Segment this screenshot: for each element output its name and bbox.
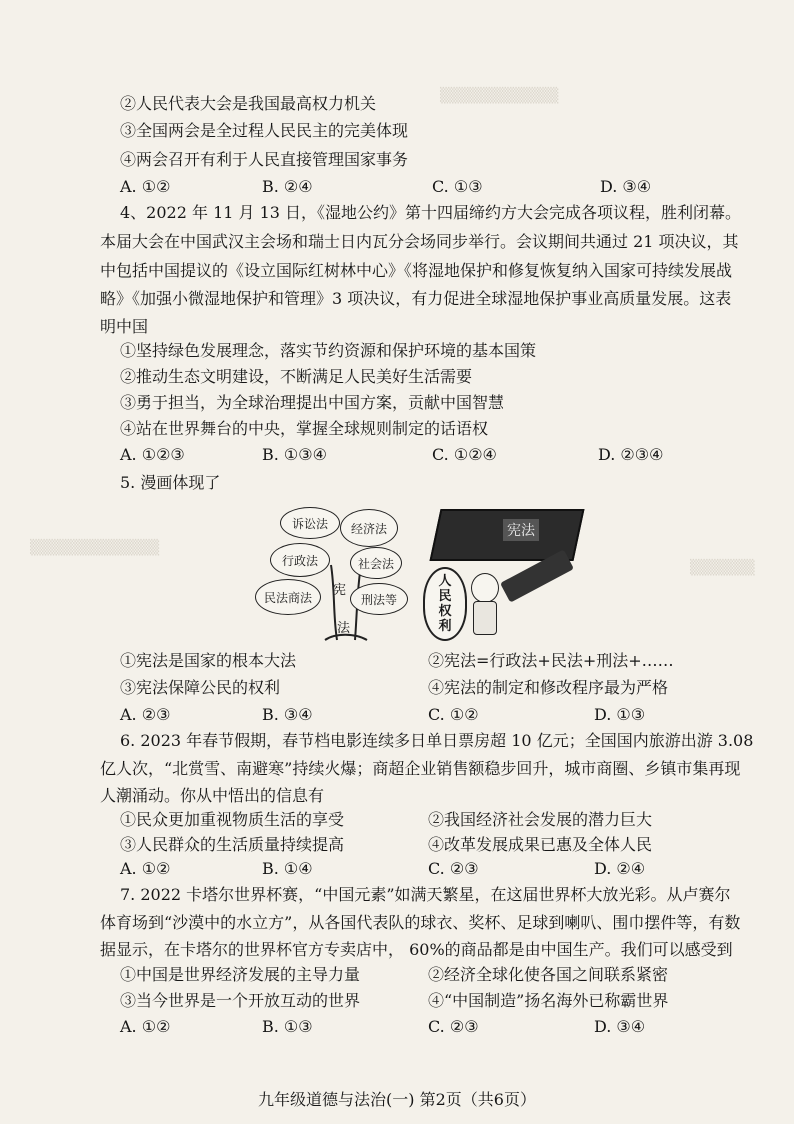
trunk-label: 法 — [337, 621, 351, 636]
q4-item-1: ①坚持绿色发展理念，落实节约资源和保护环境的基本国策 — [120, 341, 537, 360]
person-head — [471, 573, 499, 603]
bubble-litigation-law: 诉讼法 — [280, 507, 340, 539]
bleed-through: ▒▒▒▒▒▒▒▒▒▒▒ — [440, 88, 559, 104]
q7-stem-line: 7. 2022 卡塔尔世界杯赛，“中国元素”如满天繁星，在这届世界杯大放光彩。从卢赛尔 — [120, 885, 731, 904]
q5-item-1: ①宪法是国家的根本大法 — [120, 651, 297, 670]
q6-item-2: ②我国经济社会发展的潜力巨大 — [428, 810, 653, 829]
constitution-cartoon — [255, 505, 675, 645]
bubble-administrative-law: 行政法 — [270, 543, 330, 577]
q6-item-3: ③人民群众的生活质量持续提高 — [120, 835, 345, 854]
q3-option-c: C. ①③ — [432, 177, 483, 196]
q7-item-3: ③当今世界是一个开放互动的世界 — [120, 991, 361, 1010]
q6-option-c: C. ②③ — [428, 859, 479, 878]
q6-stem-line: 亿人次，“北赏雪、南避寒”持续火爆；商超企业销售额稳步回升，城市商圈、乡镇市集再现 — [100, 759, 741, 778]
badge-char: 人 — [438, 574, 452, 589]
q3-option-a: A. ①② — [120, 177, 171, 196]
q5-option-b: B. ③④ — [262, 705, 313, 724]
q6-item-1: ①民众更加重视物质生活的享受 — [120, 810, 345, 829]
q3-item-2: ②人民代表大会是我国最高权力机关 — [120, 94, 377, 113]
q4-stem-line: 明中国 — [100, 317, 149, 336]
book-label: 宪法 — [503, 519, 539, 541]
q4-stem-line: 本届大会在中国武汉主会场和瑞士日内瓦分会场同步举行。会议期间共通过 21 项决议，其 — [100, 232, 739, 251]
bleed-through: ▒▒▒▒▒▒ — [690, 560, 755, 576]
rights-badge — [423, 567, 467, 641]
q7-option-a: A. ①② — [120, 1017, 171, 1036]
q4-stem-line: 中包括中国提议的《设立国际红树林中心》《将湿地保护和修复恢复纳入国家可持续发展战 — [100, 261, 733, 280]
person-icon — [467, 573, 501, 637]
badge-char: 民 — [438, 589, 452, 604]
q4-stem-line: 略》《加强小微湿地保护和管理》3 项决议，有力促进全球湿地保护事业高质量发展。这表 — [100, 289, 732, 308]
q6-option-b: B. ①④ — [262, 859, 313, 878]
q5-stem: 5. 漫画体现了 — [120, 473, 221, 492]
q6-stem-line: 6. 2023 年春节假期，春节档电影连续多日单日票房超 10 亿元；全国国内旅游出游 3.08 — [120, 731, 754, 750]
q6-option-a: A. ①② — [120, 859, 171, 878]
bubble-social-law: 社会法 — [350, 547, 402, 579]
q6-option-d: D. ②④ — [594, 859, 646, 878]
bleed-through: ▒▒▒▒▒▒▒▒▒▒▒▒ — [30, 540, 160, 556]
q4-option-a: A. ①②③ — [120, 445, 185, 464]
q7-item-4: ④“中国制造”扬名海外已称霸世界 — [428, 991, 669, 1010]
q3-item-3: ③全国两会是全过程人民民主的完美体现 — [120, 121, 409, 140]
q7-stem-line: 体育场到“沙漠中的水立方”，从各国代表队的球衣、奖杯、足球到喇叭、围巾摆件等，有数 — [100, 913, 741, 932]
badge-char: 权 — [438, 604, 452, 619]
q7-option-d: D. ③④ — [594, 1017, 646, 1036]
q7-item-2: ②经济全球化使各国之间联系紧密 — [428, 965, 669, 984]
q7-option-b: B. ①③ — [262, 1017, 313, 1036]
page-footer: 九年级道德与法治(一) 第2页（共6页） — [258, 1090, 536, 1109]
q4-option-c: C. ①②④ — [432, 445, 497, 464]
badge-char: 利 — [438, 619, 452, 634]
q3-option-d: D. ③④ — [600, 177, 652, 196]
q3-option-b: B. ②④ — [262, 177, 313, 196]
bubble-criminal-law: 刑法等 — [350, 583, 408, 615]
q5-option-a: A. ②③ — [120, 705, 171, 724]
q4-stem-line: 4、2022 年 11 月 13 日，《湿地公约》第十四届缔约方大会完成各项议程，胜利闭幕。 — [120, 203, 742, 222]
q4-option-b: B. ①③④ — [262, 445, 327, 464]
q5-item-4: ④宪法的制定和修改程序最为严格 — [428, 678, 669, 697]
q4-item-2: ②推动生态文明建设，不断满足人民美好生活需要 — [120, 367, 473, 386]
q4-item-3: ③勇于担当，为全球治理提出中国方案，贡献中国智慧 — [120, 393, 505, 412]
q5-option-d: D. ①③ — [594, 705, 646, 724]
q6-item-4: ④改革发展成果已惠及全体人民 — [428, 835, 653, 854]
q5-item-2: ②宪法=行政法+民法+刑法+…… — [428, 651, 674, 670]
q5-item-3: ③宪法保障公民的权利 — [120, 678, 281, 697]
bubble-civil-commercial-law: 民法商法 — [255, 579, 321, 615]
q5-option-c: C. ①② — [428, 705, 479, 724]
q3-item-4: ④两会召开有利于人民直接管理国家事务 — [120, 150, 409, 169]
q4-item-4: ④站在世界舞台的中央，掌握全球规则制定的话语权 — [120, 419, 489, 438]
q4-option-d: D. ②③④ — [598, 445, 664, 464]
q7-item-1: ①中国是世界经济发展的主导力量 — [120, 965, 361, 984]
q7-stem-line: 据显示，在卡塔尔的世界杯官方专卖店中， 60%的商品都是由中国生产。我们可以感受到 — [100, 940, 733, 959]
q6-stem-line: 人潮涌动。你从中悟出的信息有 — [100, 786, 325, 805]
bubble-economic-law: 经济法 — [340, 509, 398, 547]
person-body — [473, 601, 497, 635]
trunk-label: 宪 — [333, 583, 347, 598]
q7-option-c: C. ②③ — [428, 1017, 479, 1036]
